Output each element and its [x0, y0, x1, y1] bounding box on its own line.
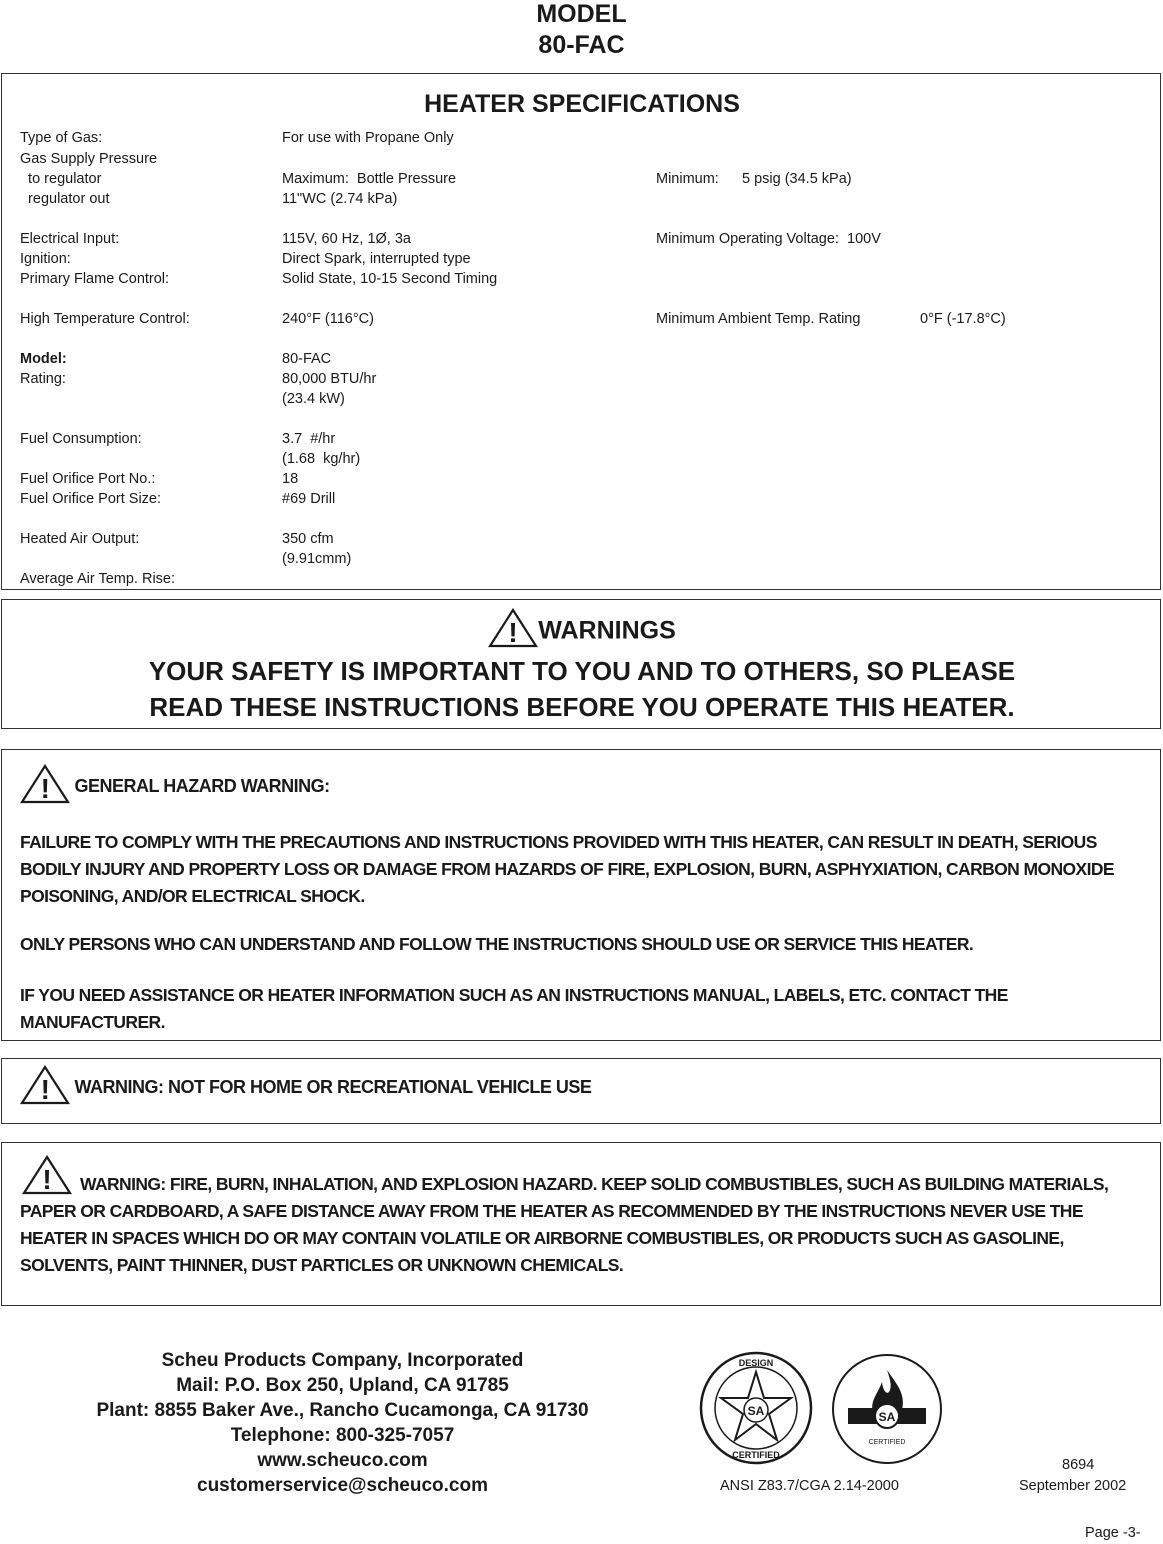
- spec-value: Solid State, 10-15 Second Timing: [282, 271, 498, 287]
- spec-value: Maximum: Bottle Pressure: [282, 171, 457, 187]
- spec-value: (23.4 kW): [282, 391, 345, 407]
- email-link[interactable]: customerservice@scheuco.com: [197, 1475, 488, 1496]
- document-number: 8694: [1062, 1457, 1095, 1473]
- spec-value: 18: [282, 471, 299, 487]
- warnings-title: WARNINGS: [538, 616, 676, 645]
- page-number: Page -3-: [1085, 1525, 1141, 1541]
- general-hazard-paragraph-3: IF YOU NEED ASSISTANCE OR HEATER INFORMATION SUCH AS AN INSTRUCTIONS MANUAL, LABELS, ETC. CONTACT THE MANUFACTURER.: [20, 985, 1008, 1032]
- svg-text:!: !: [40, 1074, 50, 1105]
- spec-value: Direct Spark, interrupted type: [282, 251, 471, 267]
- csa-certified-flame-seal-icon: [830, 1352, 944, 1466]
- spec-value: 115V, 60 Hz, 1Ø, 3a: [282, 231, 411, 247]
- warnings-heading: [2, 616, 1162, 648]
- fire-hazard-panel: [1, 1142, 1161, 1306]
- website-link[interactable]: www.scheuco.com: [257, 1450, 428, 1471]
- spec-value: 11"WC (2.74 kPa): [282, 191, 398, 207]
- spec-label: Rating:: [20, 371, 66, 387]
- warnings-line-2: READ THESE INSTRUCTIONS BEFORE YOU OPERATE THIS HEATER.: [149, 692, 1015, 722]
- svg-text:SA: SA: [747, 1404, 765, 1418]
- warning-triangle-icon: [20, 764, 70, 804]
- specifications-panel: [1, 73, 1161, 590]
- spec-extra-label: Minimum:: [656, 171, 719, 187]
- spec-value: (9.91cmm): [282, 551, 352, 567]
- spec-label: to regulator: [20, 171, 102, 187]
- warnings-line-1: YOUR SAFETY IS IMPORTANT TO YOU AND TO OTHERS, SO PLEASE: [148, 656, 1016, 686]
- model-number: 80-FAC: [538, 31, 625, 59]
- general-hazard-title: GENERAL HAZARD WARNING:: [74, 775, 330, 796]
- seal-csa-text: CERTIFIED: [868, 1439, 906, 1446]
- spec-label: Fuel Orifice Port No.:: [20, 471, 156, 487]
- svg-text:!: !: [42, 1164, 52, 1195]
- spec-label: Average Air Temp. Rise:: [20, 571, 176, 587]
- fire-hazard-text: WARNING: FIRE, BURN, INHALATION, AND EXPLOSION HAZARD. KEEP SOLID COMBUSTIBLES, SUCH AS BUILDING MATERIALS, PAPER OR CARDBOARD, A SAFE DISTANCE AWAY FROM THE HEATER AS RECOMMENDED BY THE INSTRUCTIONS NEVER USE THE HEATER IN SPACES WHICH DO OR MAY CONTAIN VOLATILE OR AIRBORNE COMBUSTIBLES, OR PRODUCTS SUCH AS GASOLINE, SOLVENTS, PAINT THINNER, DUST PARTICLES OR UNKNOWN CHEMICALS.: [20, 1174, 1109, 1275]
- publication-date: September 2002: [1019, 1478, 1127, 1494]
- ansi-standard: ANSI Z83.7/CGA 2.14-2000: [720, 1478, 899, 1494]
- spec-value: (1.68 kg/hr): [282, 451, 361, 467]
- spec-extra-label: Minimum Operating Voltage: 100V: [656, 231, 881, 247]
- svg-text:!: !: [40, 773, 50, 804]
- spec-value: 3.7 #/hr: [282, 431, 336, 447]
- seal-design-top-text: DESIGN: [738, 1358, 774, 1368]
- specifications-title: HEATER SPECIFICATIONS: [424, 90, 740, 118]
- spec-label: Electrical Input:: [20, 231, 120, 247]
- spec-label: regulator out: [20, 191, 110, 207]
- spec-label: Model:: [20, 351, 67, 367]
- svg-text:!: !: [508, 617, 518, 648]
- spec-label: Type of Gas:: [20, 130, 103, 146]
- spec-label: Fuel Orifice Port Size:: [20, 491, 162, 507]
- spec-extra-value: 5 psig (34.5 kPa): [742, 171, 852, 187]
- spec-extra-label: Minimum Ambient Temp. Rating: [656, 311, 861, 327]
- not-for-home-text: WARNING: NOT FOR HOME OR RECREATIONAL VEHICLE USE: [74, 1076, 592, 1097]
- mail-address: Mail: P.O. Box 250, Upland, CA 91785: [176, 1375, 509, 1396]
- spec-value: 80,000 BTU/hr: [282, 371, 377, 387]
- spec-label: Gas Supply Pressure: [20, 151, 158, 167]
- spec-label: Ignition:: [20, 251, 71, 267]
- warning-triangle-icon: [488, 608, 538, 648]
- not-for-home-panel: [1, 1058, 1161, 1124]
- not-for-home-warning: [20, 1071, 591, 1105]
- general-hazard-panel: [1, 749, 1161, 1041]
- spec-value: 350 cfm: [282, 531, 334, 547]
- general-hazard-heading: [20, 770, 330, 804]
- spec-label: Heated Air Output:: [20, 531, 140, 547]
- general-hazard-paragraph-2: ONLY PERSONS WHO CAN UNDERSTAND AND FOLLOW THE INSTRUCTIONS SHOULD USE OR SERVICE THIS HEATER.: [20, 934, 974, 954]
- seal-design-bottom-text: CERTIFIED: [732, 1450, 780, 1460]
- spec-value: For use with Propane Only: [282, 130, 454, 146]
- general-hazard-paragraph-1: FAILURE TO COMPLY WITH THE PRECAUTIONS AND INSTRUCTIONS PROVIDED WITH THIS HEATER, CAN RESULT IN DEATH, SERIOUS BODILY INJURY AND PROPERTY LOSS OR DAMAGE FROM HAZARDS OF FIRE, EXPLOSION, BURN, ASPHYXIATION, CARBON MONOXIDE POISONING, AND/OR ELECTRICAL SHOCK.: [20, 832, 1114, 906]
- spec-label: Primary Flame Control:: [20, 271, 170, 287]
- warnings-panel: [1, 599, 1161, 729]
- svg-text:SA: SA: [878, 1410, 896, 1424]
- spec-value: #69 Drill: [282, 491, 336, 507]
- spec-value: 80-FAC: [282, 351, 332, 367]
- model-label: MODEL: [536, 0, 627, 28]
- spec-value: 240°F (116°C): [282, 311, 374, 327]
- spec-label: Fuel Consumption:: [20, 431, 142, 447]
- plant-address: Plant: 8855 Baker Ave., Rancho Cucamonga, CA 91730: [96, 1400, 589, 1421]
- spec-label: High Temperature Control:: [20, 311, 190, 327]
- warning-triangle-icon: [20, 1065, 70, 1105]
- telephone: Telephone: 800-325-7057: [230, 1425, 455, 1446]
- spec-extra-value: 0°F (-17.8°C): [920, 311, 1006, 327]
- design-certified-seal-icon: [698, 1350, 814, 1466]
- company-name: Scheu Products Company, Incorporated: [161, 1350, 524, 1371]
- company-address: [40, 1348, 645, 1498]
